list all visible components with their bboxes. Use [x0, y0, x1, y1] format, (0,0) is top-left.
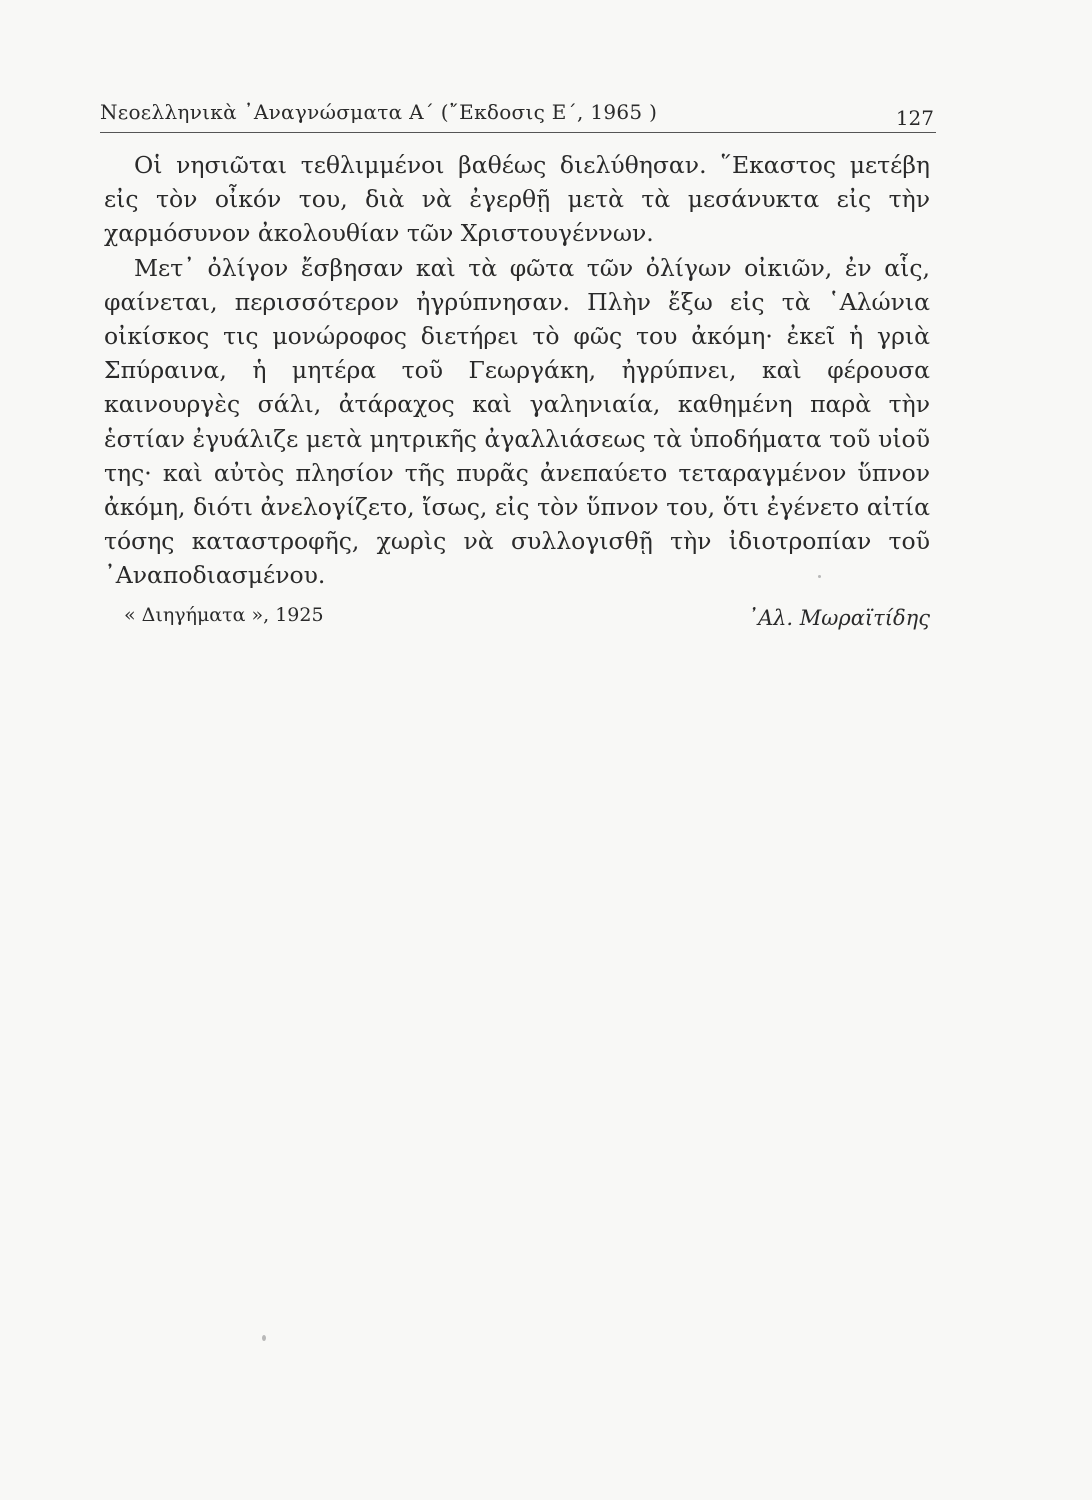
- paper-speck: [262, 1335, 266, 1341]
- running-header: [100, 98, 936, 133]
- author-name: ᾿Αλ. Μωραϊτίδης: [747, 606, 930, 630]
- paragraph: Οἱ νησιῶται τεθλιμμένοι βαθέως διελύθησαν. ῞Εκαστος μετέβη εἰς τὸν οἶκόν του, διὰ νὰ ἐγερθῇ μετὰ τὰ μεσάνυκτα εἰς τὴν χαρμόσυνον ἀκολουθίαν τῶν Χριστουγέννων.: [104, 151, 930, 248]
- paragraph: Μετ᾿ ὀλίγον ἔσβησαν καὶ τὰ φῶτα τῶν ὀλίγων οἰκιῶν, ἐν αἷς, φαίνεται, περισσότερον ἠγρύπνησαν. Πλὴν ἔξω εἰς τὰ ῾Αλώνια οἰκίσκος τις μονώροφος διετήρει τὸ φῶς του ἀκόμη· ἐκεῖ ἡ γριὰ Σπύραινα, ἡ μητέρα τοῦ Γεωργάκη, ἠγρύπνει, καὶ φέρουσα καινουργὲς σάλι, ἀτάραχος καὶ γαληνιαία, καθημένη παρὰ τὴν ἑστίαν ἐγυάλιζε μετὰ μητρικῆς ἀγαλλιάσεως τὰ ὑποδήματα τοῦ υἱοῦ της· καὶ αὐτὸς πλησίον τῆς πυρᾶς ἀνεπαύετο τεταραγμένον ὕπνον ἀκόμη, διότι ἀνελογίζετο, ἴσως, εἰς τὸν ὕπνον του, ὅτι ἐγένετο αἰτία τόσης καταστροφῆς, χωρὶς νὰ συλλογισθῇ τὴν ἰδιοτροπίαν τοῦ ᾿Αναποδιασμένου.: [104, 253, 930, 590]
- page-number: 127: [895, 106, 934, 130]
- source-reference: « Διηγήματα », 1925: [124, 604, 324, 626]
- body-text: [104, 148, 930, 593]
- attribution-line: [0, 600, 1092, 640]
- paper-speck: [818, 575, 821, 578]
- header-title: Νεοελληνικὰ ᾿Αναγνώσματα Α΄ (῎Εκδοσις Ε΄, 1965 ): [100, 100, 658, 124]
